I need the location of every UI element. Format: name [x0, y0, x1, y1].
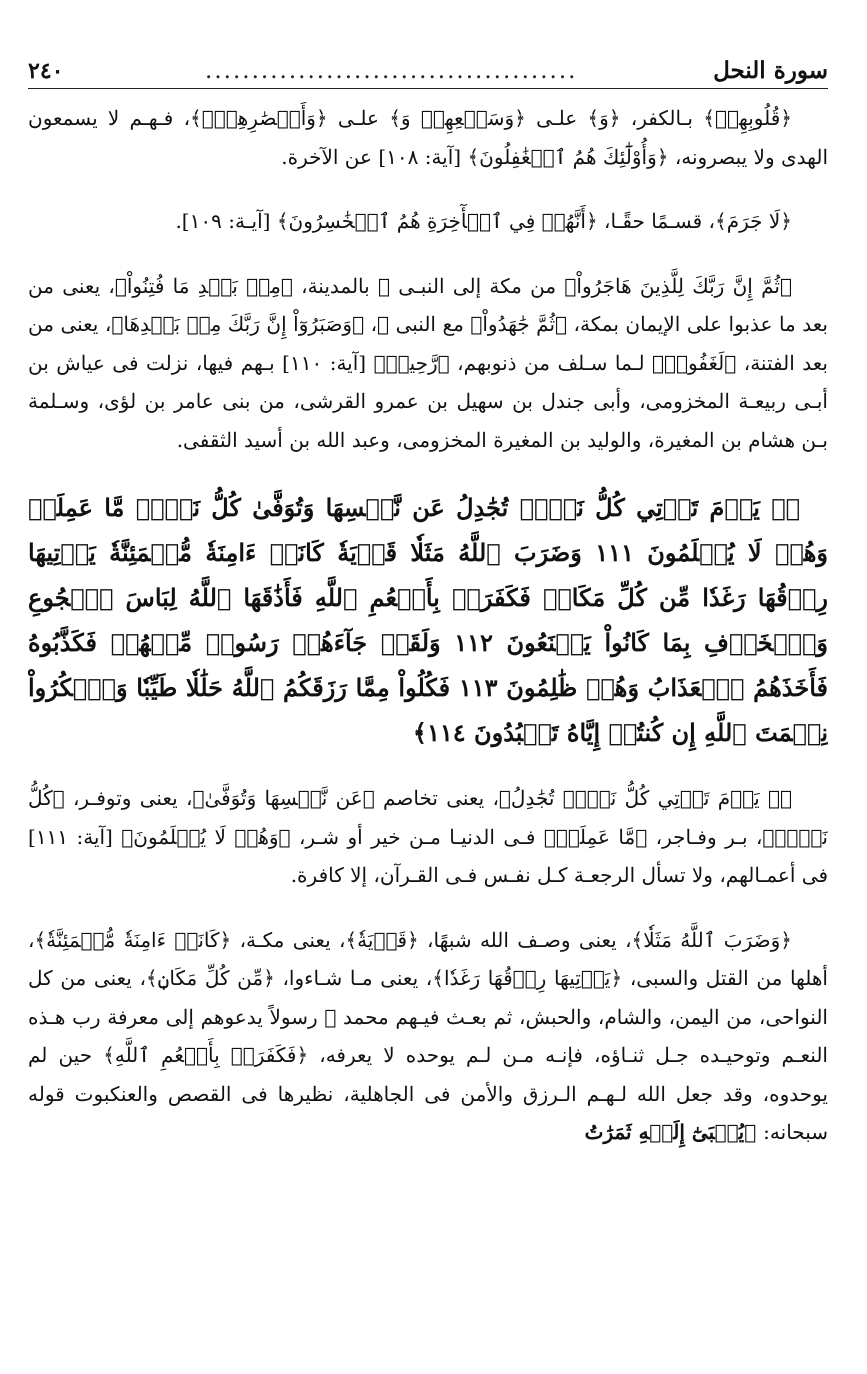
- commentary-paragraph-111: ﴿۞ يَوۡمَ تَأۡتِي كُلُّ نَفۡسٖ تُجَٰدِلُ﴾، يعنى تخاصم ﴿عَن نَّفۡسِهَا وَتُوَفَّىٰ﴾، يعنى وتوفـر، ﴿كُلُّ نَفۡسٖ﴾، بـر وفـاجر، ﴿مَّا عَمِلَتۡ﴾ فـى الدنيـا مـن خير أو شـر، ﴿وَهُمۡ لَا يُظۡلَمُونَ﴾ [آية: ١١١] فى أعمـالهم، ولا تسأل الرجعـة كـل نفـس فـى القـرآن، إلا كافرة.: [28, 786, 828, 887]
- commentary-paragraph-112-text: ﴿وَضَرَبَ ٱللَّهُ مَثَلٗا﴾، يعنى وصـف الله شبهًا، ﴿قَرۡيَةٗ﴾، يعنى مكـة، ﴿كَانَتۡ ءَامِنَةٗ مُّطۡمَئِنَّةٗ﴾، أهلها من القتل والسبى، ﴿يَأۡتِيهَا رِزۡقُهَا رَغَدٗا﴾، يعنى مـا شـاءوا، ﴿مِّن كُلِّ مَكَانٖ﴾، يعنى من كل النواحى، من اليمن، والشام، والحبش، ثم بعـث فيـهم محمد ﷺ رسولاً يدعوهم إلى معرفة رب هـذه النعـم وتوحيـده جـل ثنـاؤه، فإنـه مـن لـم يوحده لا يعرفه، ﴿فَكَفَرَتۡ بِأَنۡعُمِ ٱللَّهِ﴾ حين لم يوحدوه، وقد جعل الله لـهـم الـرزق والأمن فى الجاهلية، نظيرها فى القصص والعنكبوت قوله سبحانه:: [28, 927, 828, 1144]
- commentary-paragraph-112: [28, 921, 828, 1152]
- quran-verses-block: ﴿۞ يَوۡمَ تَأۡتِي كُلُّ نَفۡسٖ تُجَٰدِلُ عَن نَّفۡسِهَا وَتُوَفَّىٰ كُلُّ نَفۡسٖ مَّا عَمِلَتۡ وَهُمۡ لَا يُظۡلَمُونَ ١١١ وَضَرَبَ ٱللَّهُ مَثَلٗا قَرۡيَةٗ كَانَتۡ ءَامِنَةٗ مُّطۡمَئِنَّةٗ يَأۡتِيهَا رِزۡقُهَا رَغَدٗا مِّن كُلِّ مَكَانٖ فَكَفَرَتۡ بِأَنۡعُمِ ٱللَّهِ فَأَذَٰقَهَا ٱللَّهُ لِبَاسَ ٱلۡجُوعِ وَٱلۡخَوۡفِ بِمَا كَانُواْ يَصۡنَعُونَ ١١٢ وَلَقَدۡ جَآءَهُمۡ رَسُولٞ مِّنۡهُمۡ فَكَذَّبُوهُ فَأَخَذَهُمُ ٱلۡعَذَابُ وَهُمۡ ظَٰلِمُونَ ١١٣ فَكُلُواْ مِمَّا رَزَقَكُمُ ٱللَّهُ حَلَٰلٗا طَيِّبٗا وَٱشۡكُرُواْ نِعۡمَتَ ٱللَّهِ إِن كُنتُمۡ إِيَّاهُ تَعۡبُدُونَ ١١٤﴾: [28, 493, 828, 747]
- commentary-paragraph-108: ﴿قُلُوبِهِمۡ﴾ بـالكفر، ﴿وَ﴾ علـى ﴿وَسَمۡعِهِمۡ وَ﴾ علـى ﴿وَأَبۡصَٰرِهِمۡۖ﴾، فـهـم لا يسمعون الهدى ولا يبصرونه، ﴿وَأُوْلَٰٓئِكَ هُمُ ٱلۡغَٰفِلُونَ﴾ [آية: ١٠٨] عن الآخرة.: [28, 106, 828, 169]
- book-page: [28, 40, 828, 1360]
- page-number: ٢٤٠: [28, 58, 64, 84]
- header-leader-dots: ........................................: [205, 58, 578, 84]
- commentary-paragraph-112-quote: ﴿يُجۡبَىٰٓ إِلَيۡهِ ثَمَرَٰتُ: [584, 1120, 764, 1144]
- commentary-paragraph-110: ﴿ثُمَّ إِنَّ رَبَّكَ لِلَّذِينَ هَاجَرُواْ﴾ من مكة إلى النبـى ﷺ بالمدينة، ﴿مِنۢ بَعۡدِ مَا فُتِنُواْ﴾، يعنى من بعد ما عذبوا على الإيمان بمكة، ﴿ثُمَّ جَٰهَدُواْ﴾ مع النبى ﷺ، ﴿وَصَبَرُوٓاْ إِنَّ رَبَّكَ مِنۢ بَعۡدِهَا﴾، يعنى من بعد الفتنة، ﴿لَغَفُورٞ﴾ لـما سـلف من ذنوبهم، ﴿رَّحِيمٞ﴾ [آية: ١١٠] بـهم فيها، نزلت فى عياش بن أبـى ربيعـة المخزومى، وأبى جندل بن سهيل بن عمرو القرشى، من بنى عامر بن لؤى، وسـلمة بـن هشام بن المغيرة، والوليد بن المغيرة المخزومى، وعبد الله بن أسيد الثقفى.: [28, 273, 828, 452]
- page-header: [28, 40, 828, 84]
- surah-name: سورة النحل: [713, 57, 828, 84]
- header-rule: [28, 88, 828, 89]
- commentary-paragraph-109: ﴿لَا جَرَمَ﴾، قسـمًا حقًـا، ﴿أَنَّهُمۡ فِي ٱلۡأٓخِرَةِ هُمُ ٱلۡخَٰسِرُونَ﴾ [آيـة: ١٠٩].: [175, 209, 792, 233]
